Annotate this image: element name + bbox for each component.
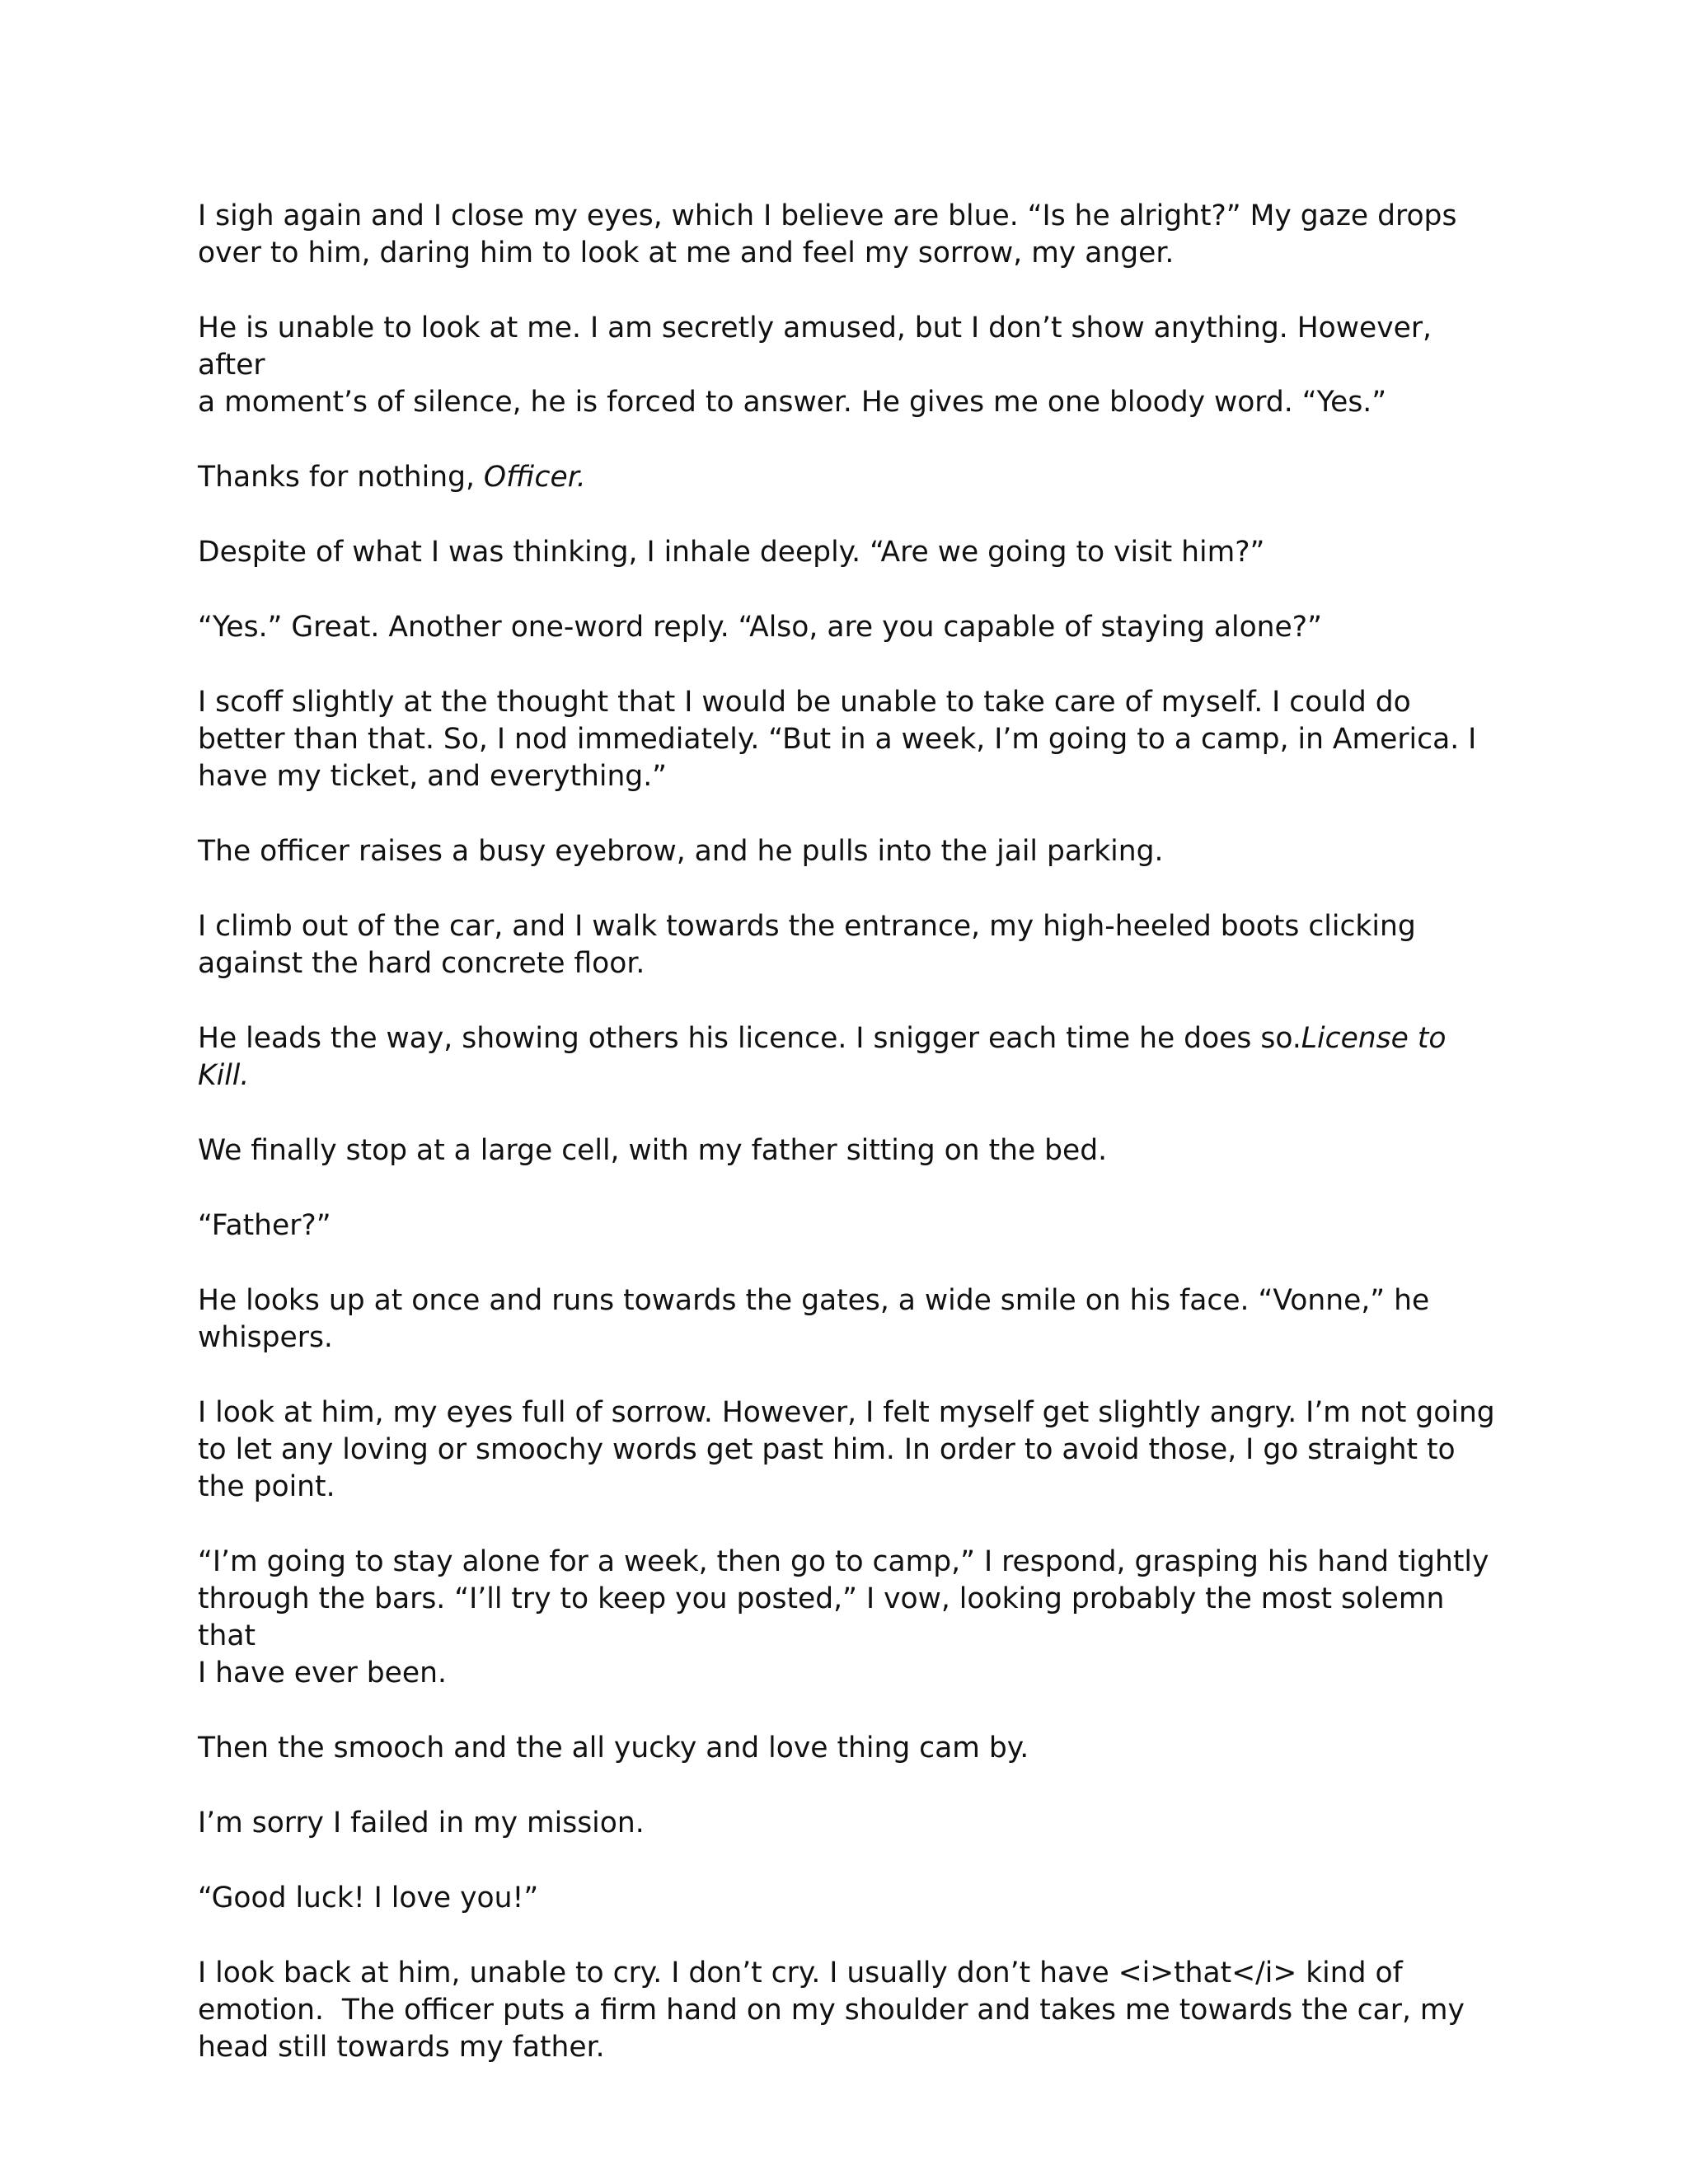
italic-text: License to Kill. (198, 1022, 1456, 1092)
text-line: I look at him, my eyes full of sorrow. However, I felt myself get slightly angry. I’m not going (198, 1396, 1495, 1429)
text-line: I climb out of the car, and I walk towards the entrance, my high-heeled boots clicking (198, 910, 1416, 943)
paragraph-15 (198, 1730, 1500, 1767)
text-line: emotion. The officer puts a firm hand on my shoulder and takes me towards the car, my (198, 1994, 1465, 2027)
text-segment: Thanks for nothing, (198, 461, 484, 494)
paragraph-3 (198, 459, 1500, 496)
text-line: “Father?” (198, 1209, 331, 1242)
paragraph-13 (198, 1394, 1500, 1506)
text-line: “Yes.” Great. Another one-word reply. “Also, are you capable of staying alone?” (198, 611, 1322, 644)
paragraph-1 (198, 198, 1500, 272)
text-line: a moment’s of silence, he is forced to answer. He gives me one bloody word. “Yes.” (198, 386, 1387, 419)
paragraph-12 (198, 1282, 1500, 1357)
text-segment: He leads the way, showing others his licence. I snigger each time he does so. (198, 1022, 1301, 1055)
document-page (198, 198, 1500, 2104)
text-line: through the bars. “I’ll try to keep you posted,” I vow, looking probably the most solemn that (198, 1582, 1454, 1652)
paragraph-10 (198, 1132, 1500, 1169)
text-line: I look back at him, unable to cry. I don’t cry. I usually don’t have <i>that</i> kind of (198, 1957, 1403, 1990)
text-line: I sigh again and I close my eyes, which I believe are blue. “Is he alright?” My gaze drops (198, 199, 1457, 232)
text-line: the point. (198, 1470, 335, 1503)
text-line: head still towards my father. (198, 2031, 605, 2064)
text-line: have my ticket, and everything.” (198, 760, 668, 793)
paragraph-14 (198, 1544, 1500, 1692)
text-line: over to him, daring him to look at me and feel my sorrow, my anger. (198, 237, 1175, 269)
text-line: I’m sorry I failed in my mission. (198, 1807, 645, 1840)
paragraph-16 (198, 1805, 1500, 1842)
text-line: Then the smooch and the all yucky and love thing cam by. (198, 1732, 1029, 1765)
text-line: Despite of what I was thinking, I inhale deeply. “Are we going to visit him?” (198, 536, 1265, 569)
paragraph-5 (198, 609, 1500, 646)
text-line: “I’m going to stay alone for a week, then go to camp,” I respond, grasping his hand tightly (198, 1545, 1489, 1578)
italic-text: Officer. (483, 461, 586, 494)
text-line: I have ever been. (198, 1657, 447, 1690)
text-line: “Good luck! I love you!” (198, 1882, 539, 1915)
text-line: The officer raises a busy eyebrow, and he pulls into the jail parking. (198, 835, 1164, 868)
paragraph-18 (198, 1955, 1500, 2066)
paragraph-2 (198, 310, 1500, 421)
text-line: He looks up at once and runs towards the gates, a wide smile on his face. “Vonne,” he (198, 1284, 1430, 1317)
paragraph-17 (198, 1880, 1500, 1917)
text-line: whispers. (198, 1321, 333, 1354)
text-line: We finally stop at a large cell, with my father sitting on the bed. (198, 1134, 1108, 1167)
paragraph-7 (198, 833, 1500, 870)
text-line: He is unable to look at me. I am secretly amused, but I don’t show anything. However, after (198, 312, 1441, 382)
paragraph-4 (198, 534, 1500, 571)
paragraph-6 (198, 684, 1500, 795)
paragraph-9 (198, 1020, 1500, 1094)
text-line: against the hard concrete floor. (198, 947, 645, 980)
text-line: better than that. So, I nod immediately. “But in a week, I’m going to a camp, in America. I (198, 723, 1477, 756)
text-line: I scoff slightly at the thought that I would be unable to take care of myself. I could do (198, 686, 1411, 719)
text-line: to let any loving or smoochy words get past him. In order to avoid those, I go straight to (198, 1433, 1456, 1466)
paragraph-8 (198, 908, 1500, 982)
paragraph-11 (198, 1207, 1500, 1244)
